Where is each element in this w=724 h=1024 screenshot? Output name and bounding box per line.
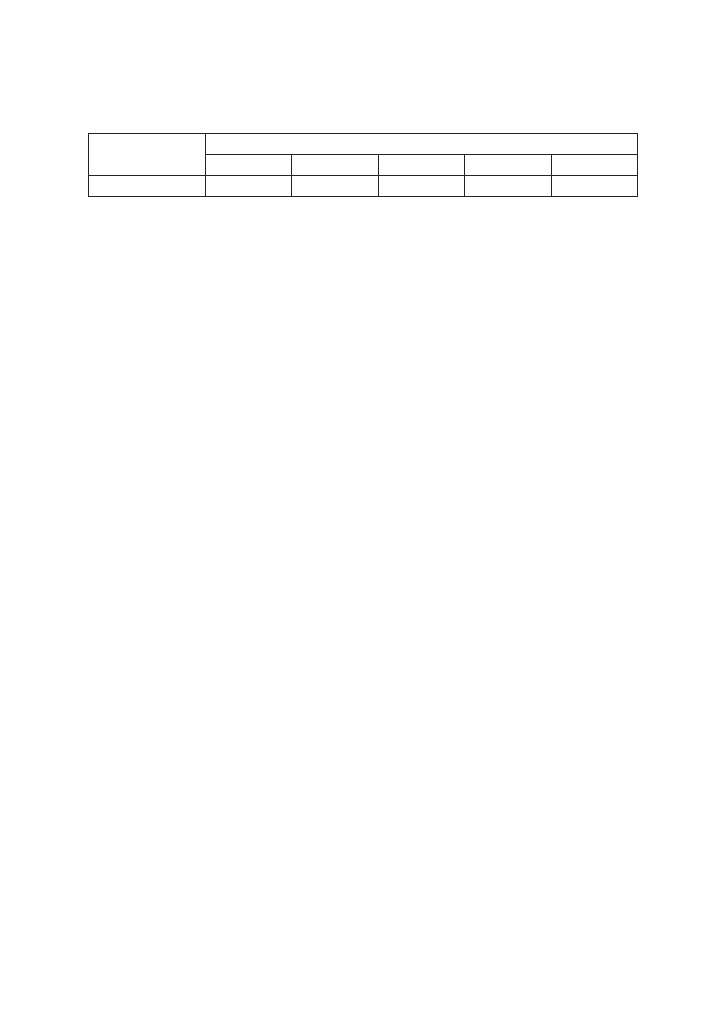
voltage-column [465, 155, 551, 176]
page-body [0, 113, 724, 253]
voltage-column [378, 155, 464, 176]
distance-value [551, 176, 637, 197]
table-header-item [89, 134, 206, 176]
distance-value [206, 176, 292, 197]
section-6-heading [0, 215, 724, 235]
table-header-voltage [206, 134, 638, 155]
voltage-column [206, 155, 292, 176]
voltage-column [551, 155, 637, 176]
row-label-min-distance [89, 176, 206, 197]
table-3-caption [0, 113, 724, 133]
distance-value [292, 176, 378, 197]
distance-value [465, 176, 551, 197]
distance-value [378, 176, 464, 197]
table-3 [88, 133, 638, 197]
voltage-column [292, 155, 378, 176]
